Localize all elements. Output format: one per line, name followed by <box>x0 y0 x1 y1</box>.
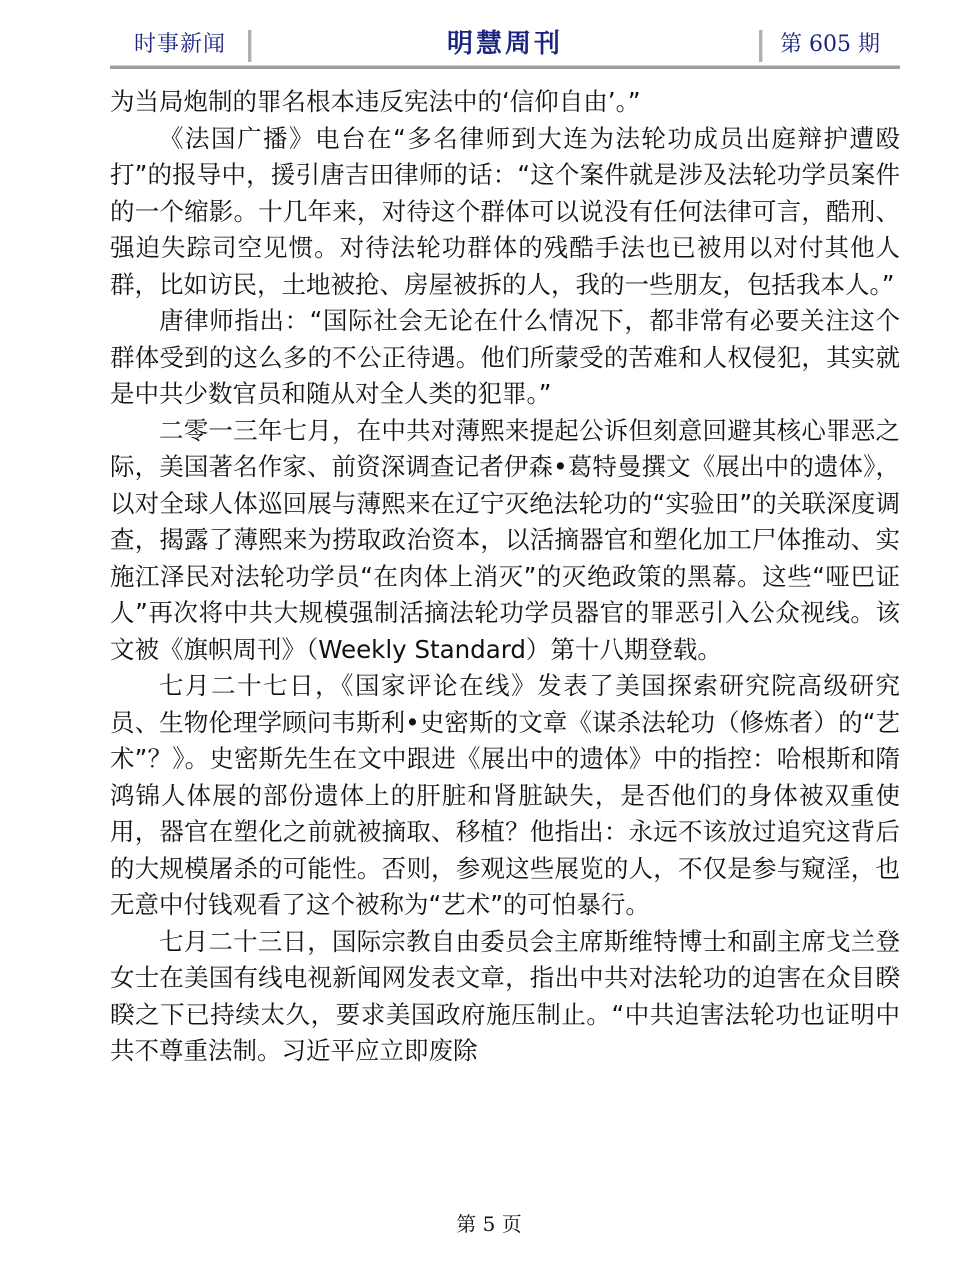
publication-title: 明慧周刊 <box>446 29 563 59</box>
page-number: 第 5 页 <box>456 1212 522 1236</box>
section-label: 时事新闻 <box>133 32 226 57</box>
paragraph: 二零一三年七月，在中共对薄熙来提起公诉但刻意回避其核心罪恶之际，美国著名作家、前资深调查记者伊森•葛特曼撰文《展出中的遗体》，以对全球人体巡回展与薄熙来在辽宁灭绝法轮功的“实验田”的关联深度调查，揭露了薄熙来为捞取政治资本，以活摘器官和塑化加工尸体推动、实施江泽民对法轮功学员“在肉体上消灭”的灭绝政策的黑幕。这些“哑巴证人”再次将中共大规模强制活摘法轮功学员器官的罪恶引入公众视线。该文被《旗帜周刊》（Weekly Standard）第十八期登载。 <box>110 415 900 664</box>
paragraph: 七月二十七日，《国家评论在线》发表了美国探索研究院高级研究员、生物伦理学顾问韦斯利•史密斯的文章《谋杀法轮功（修炼者）的“艺术”？》。史密斯先生在文中跟进《展出中的遗体》中的指控：哈根斯和隋鸿锦人体展的部份遗体上的肝脏和肾脏缺失，是否他们的身体被双重使用，器官在塑化之前就被摘取、移植？他指出：永远不该放过追究这背后的大规模屠杀的可能性。否则，参观这些展览的人，不仅是参与窥淫，也无意中付钱观看了这个被称为“艺术”的可怕暴行。 <box>110 671 900 919</box>
header-rule <box>110 65 900 69</box>
issue-number: 第 605 期 <box>780 32 880 57</box>
paragraph: 《法国广播》电台在“多名律师到大连为法轮功成员出庭辩护遭殴打”的报导中，援引唐吉田律师的话：“这个案件就是涉及法轮功学员案件的一个缩影。十几年来，对待这个群体可以说没有任何法律可言，酷刑、强迫失踪司空见惯。对待法轮功群体的残酷手法也已被用以对付其他人群，比如访民，土地被抢、房屋被拆的人，我的一些朋友，包括我本人。” <box>110 123 900 299</box>
page-header <box>110 24 900 68</box>
paragraph-continued: 为当局炮制的罪名根本违反宪法中的‘信仰自由’。” <box>110 87 641 116</box>
paragraph: 唐律师指出：“国际社会无论在什么情况下，都非常有必要关注这个群体受到的这么多的不公正待遇。他们所蒙受的苦难和人权侵犯，其实就是中共少数官员和随从对全人类的犯罪。” <box>110 306 900 408</box>
paragraph: 七月二十三日，国际宗教自由委员会主席斯维特博士和副主席戈兰登女士在美国有线电视新闻网发表文章，指出中共对法轮功的迫害在众目睽睽之下已持续太久，要求美国政府施压制止。“中共迫害法轮功也证明中共不尊重法制。习近平应立即废除 <box>110 926 900 1065</box>
article-body <box>110 84 900 1070</box>
